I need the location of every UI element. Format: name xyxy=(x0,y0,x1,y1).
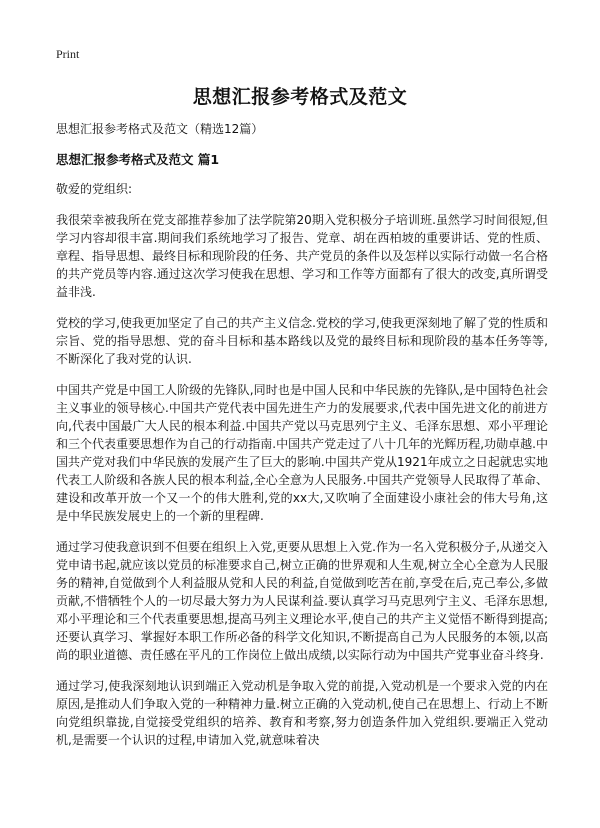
article-heading: 思想汇报参考格式及范文 篇1 xyxy=(56,152,220,167)
paragraph: 中国共产党是中国工人阶级的先锋队,同时也是中国人民和中华民族的先锋队,是中国特色社会主义事业的领导核心.中国共产党代表中国先进生产力的发展要求,代表中国先进文化的前进方向,代表中国最广大人民的根本利益.中国共产党以马克思列宁主义、毛泽东思想、邓小平理论和三个代表重要思想作为自己的行动指南.中国共产党走过了八十几年的光辉历程,功勋卓越.中国共产党对我们中华民族的发展产生了巨大的影响.中国共产党从1921年成立之日起就忠实地代表工人阶级和各族人民的根本利益,全心全意为人民服务.中国共产党领导人民取得了革命、建设和改革开放一个又一个的伟大胜利,党的xx大,又吹响了全面建设小康社会的伟大号角,这是中华民族发展史上的一个新的里程碑. xyxy=(56,383,548,523)
paragraph: 我很荣幸被我所在党支部推荐参加了法学院第20期入党积极分子培训班.虽然学习时间很短,但学习内容却很丰富.期间我们系统地学习了报告、党章、胡在西柏坡的重要讲话、党的性质、章程、指导思想、最终目标和现阶段的任务、共产党员的条件以及怎样以实际行动做一名合格的共产党员等内容.通过这次学习使我在思想、学习和工作等方面都有了很大的改变,真所谓受益非浅. xyxy=(56,213,549,299)
paragraph: 党校的学习,使我更加坚定了自己的共产主义信念.党校的学习,使我更深刻地了解了党的性质和宗旨、党的指导思想、党的奋斗目标和基本路线以及党的最终目标和现阶段的基本任务等等,不断深化了我对党的认识. xyxy=(56,316,548,366)
print-link[interactable]: Print xyxy=(56,47,80,61)
salutation: 敬爱的党组织: xyxy=(56,182,133,196)
page-title: 思想汇报参考格式及范文 xyxy=(192,86,408,108)
document-body xyxy=(56,120,548,762)
paragraph: 通过学习使我意识到不但要在组织上入党,更要从思想上入党.作为一名入党积极分子,从递交入党申请书起,就应该以党员的标准要求自己,树立正确的世界观和人生观,树立全心全意为人民服务的精神,自觉做到个人利益服从党和人民的利益,自觉做到吃苦在前,享受在后,克己奉公,多做贡献,不惜牺牲个人的一切尽最大努力为人民谋利益.要认真学习马克思列宁主义、毛泽东思想,邓小平理论和三个代表重要思想,提高马列主义理论水平,使自己的共产主义觉悟不断得到提高;还要认真学习、掌握好本职工作所必备的科学文化知识,不断提高自己为人民服务的本领,以高尚的职业道德、责任感在平凡的工作岗位上做出成绩,以实际行动为中国共产党事业奋斗终身. xyxy=(56,540,548,662)
document-subtitle: 思想汇报参考格式及范文（精选12篇） xyxy=(56,122,264,136)
paragraph: 通过学习,使我深刻地认识到端正入党动机是争取入党的前提,入党动机是一个要求入党的内在原因,是推动人们争取入党的一种精神力量.树立正确的入党动机,使自己在思想上、行动上不断向党组织靠拢,自觉接受党组织的培养、教育和考察,努力创造条件加入党组织.要端正入党动机,是需要一个认识的过程,申请加入党,就意味着决 xyxy=(56,679,548,747)
